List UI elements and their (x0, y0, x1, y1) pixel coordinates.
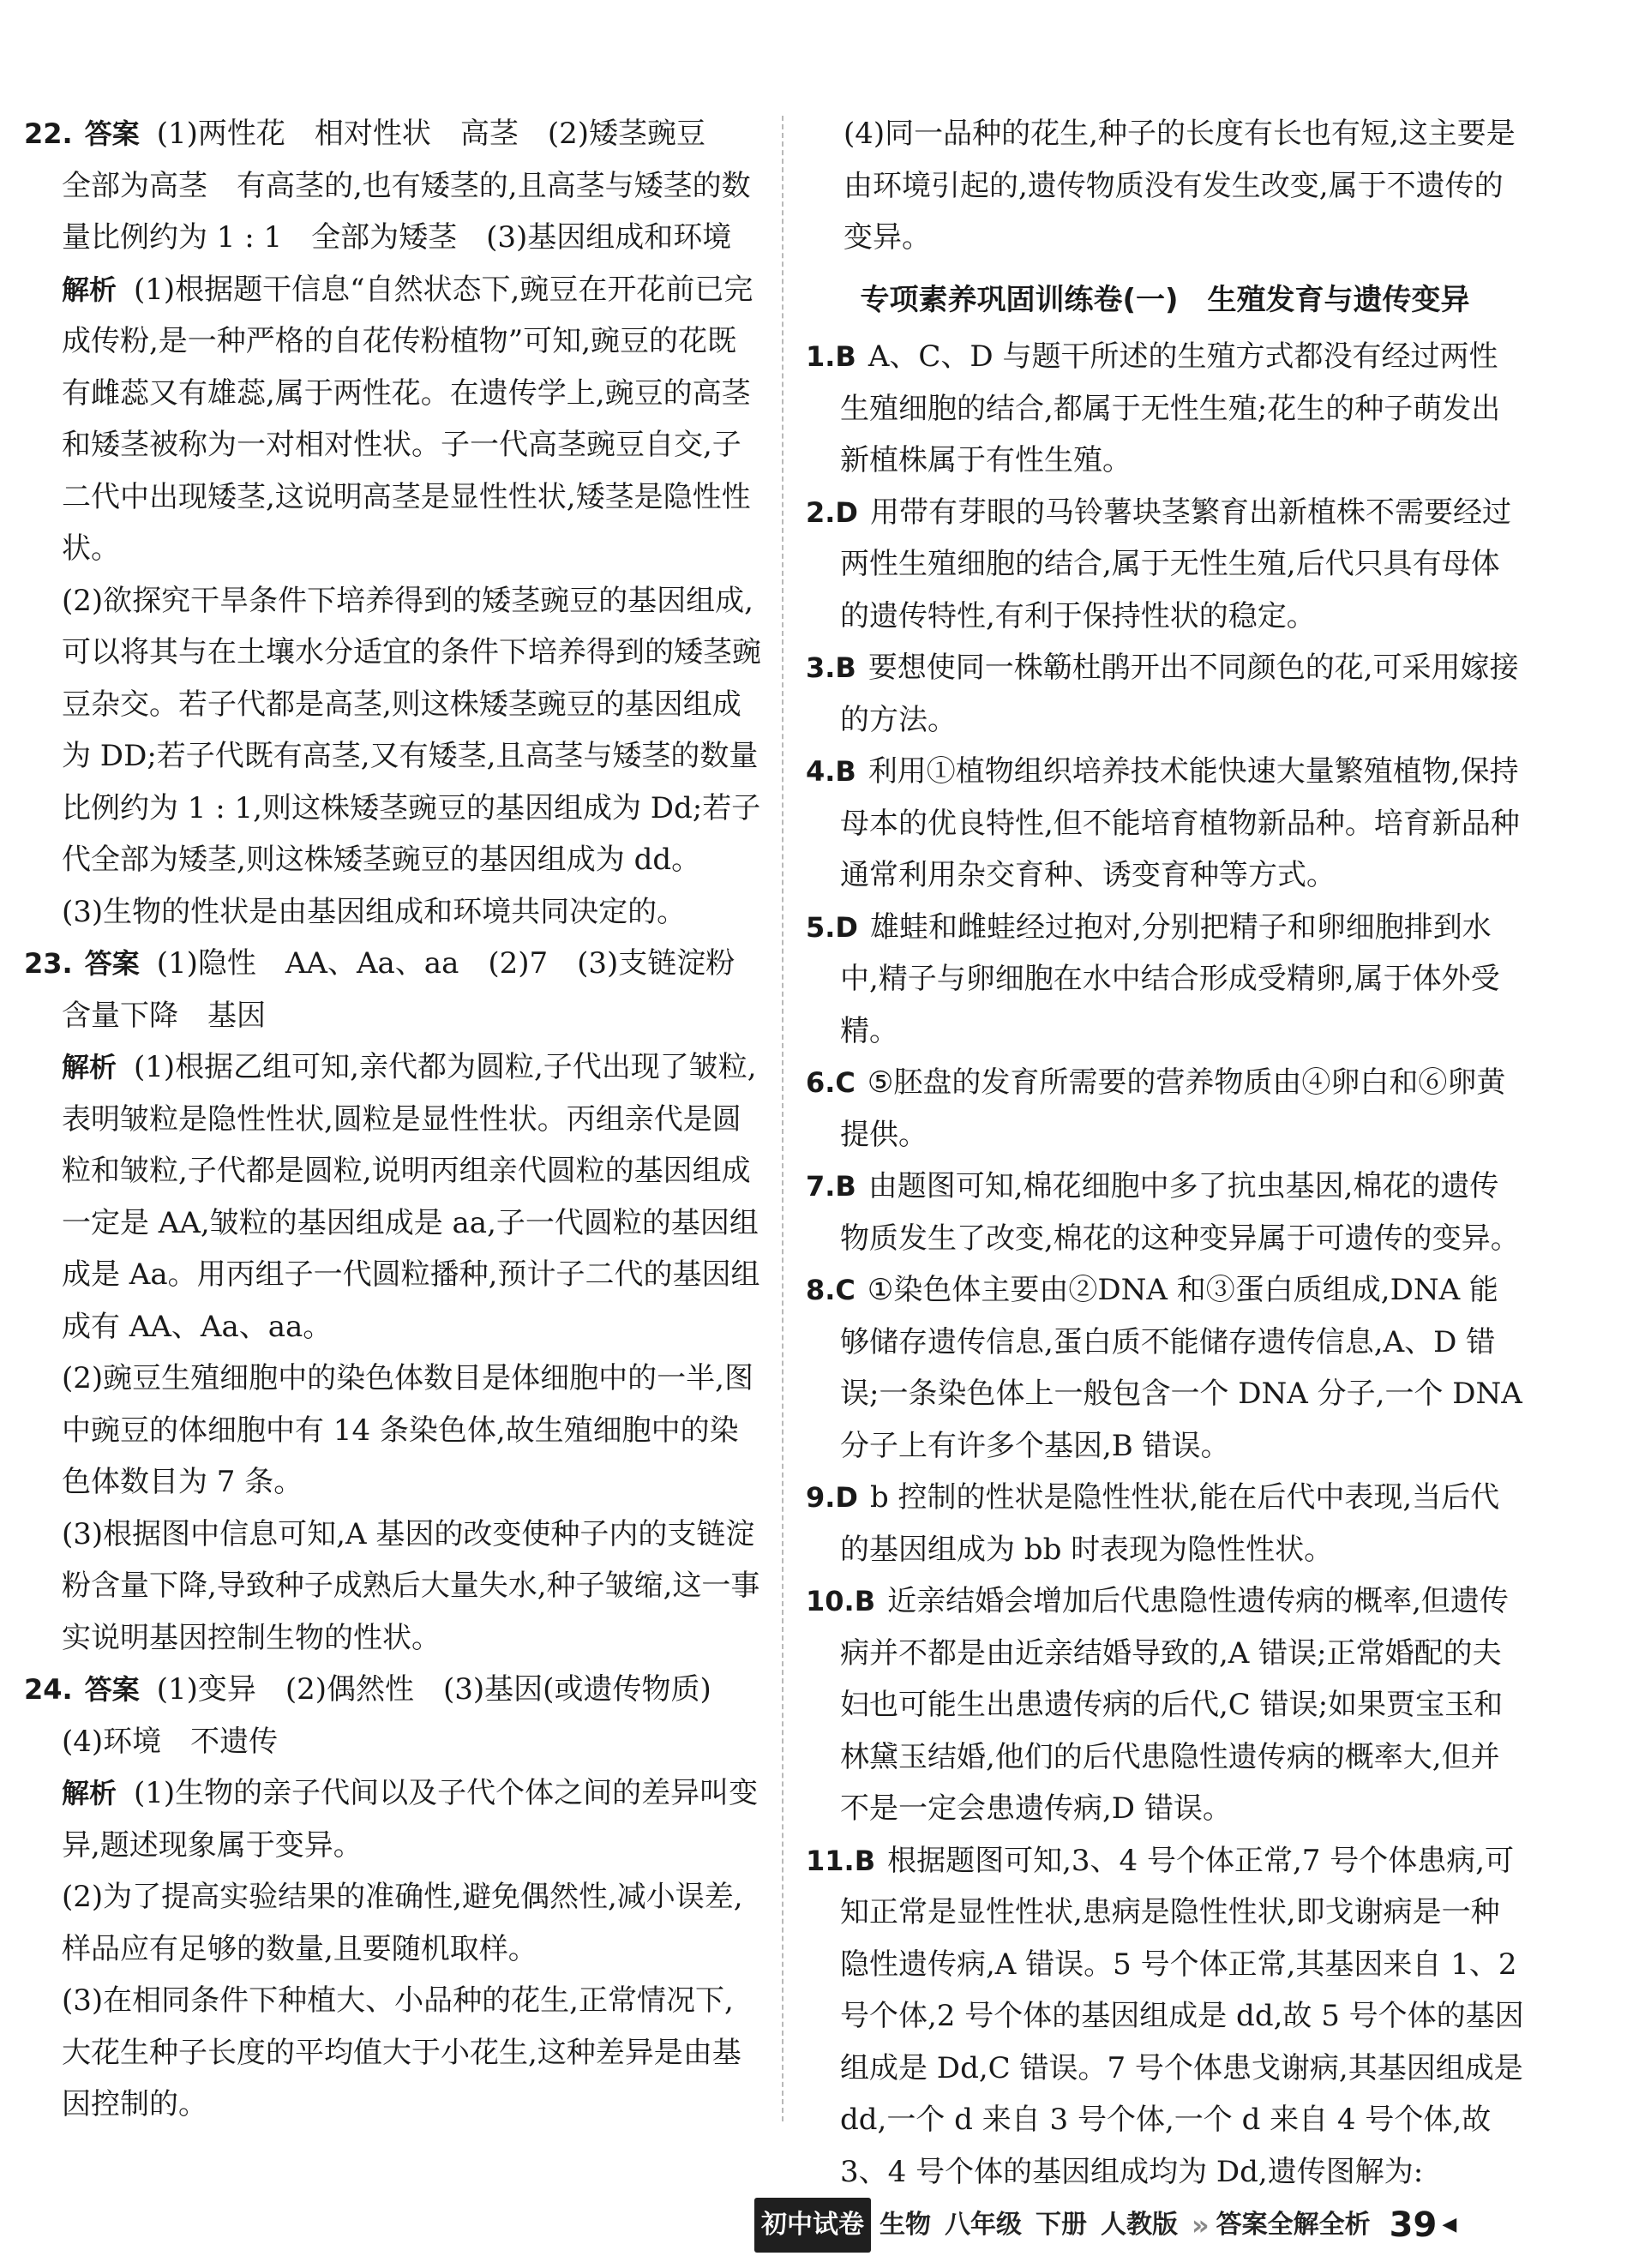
question-number: 23. (24, 947, 73, 980)
question-number: 6. (806, 1066, 836, 1099)
answer-text: (1)变异 (2)偶然性 (3)基因(或遗传物质) (156, 1672, 711, 1707)
chevrons-icon: » (1192, 2208, 1210, 2241)
explanation-text: A、C、D 与题干所述的生殖方式都没有经过两性生殖细胞的结合,都属于无性生殖;花生的种子萌发出新植株属于有性生殖。 (840, 339, 1501, 477)
analysis-label: 解析 (62, 1777, 117, 1809)
answer-list (806, 331, 1524, 2198)
question-number: 11. (806, 1844, 855, 1877)
carry-over-paragraph: (4)同一品种的花生,种子的长度有长也有短,这主要是由环境引起的,遗传物质没有发生改变,属于不遗传的变异。 (844, 117, 1516, 255)
answer-item (806, 902, 1524, 1058)
footer-edition: 人教版 (1101, 2209, 1178, 2240)
answer-text: (1)两性花 相对性状 高茎 (2)矮茎豌豆 全部为高茎 有高茎的,也有矮茎的,且高茎与矮茎的数量比例约为 1 : 1 全部为矮茎 (3)基因组成和环境 (62, 117, 751, 255)
analysis-label: 解析 (62, 273, 117, 306)
brand-badge: 初中试卷 (754, 2198, 871, 2253)
triangle-marker-icon: ◀ (1442, 2213, 1457, 2235)
explanation-text: 用带有芽眼的马铃薯块茎繁育出新植株不需要经过两性生殖细胞的结合,属于无性生殖,后代只具有母体的遗传特性,有利于保持性状的稳定。 (840, 495, 1511, 633)
question-number: 4. (806, 755, 836, 788)
answer-item (806, 642, 1524, 746)
analysis-text: (1)根据题干信息“自然状态下,豌豆在开花前已完成传粉,是一种严格的自花传粉植物”可知,豌豆的花既有雌蕊又有雄蕊,属于两性花。在遗传学上,豌豆的高茎和矮茎被称为一对相对性状。子一代高茎豌豆自交,子二代中出现矮茎,这说明高茎是显性性状,矮茎是隐性性状。 (62, 272, 753, 566)
analysis-paragraph (24, 1767, 761, 1871)
question-number: 1. (806, 340, 836, 373)
answer-item (806, 1264, 1524, 1472)
answer-item (806, 1575, 1524, 1835)
answer-choice: C (835, 1066, 856, 1099)
answer-choice: B (854, 1844, 876, 1877)
answer-choice: D (835, 1481, 858, 1514)
explanation-text: b 控制的性状是隐性性状,能在后代中表现,当后代的基因组成为 bb 时表现为隐性性状。 (840, 1480, 1500, 1567)
answer-choice: B (835, 755, 856, 788)
footer-title: 答案全解全析 (1216, 2209, 1371, 2240)
answer-choice: C (835, 1274, 856, 1306)
answer-label: 答案 (84, 117, 140, 150)
answer-item (806, 1057, 1524, 1161)
analysis-paragraph: (3)在相同条件下种植大、小品种的花生,正常情况下,大花生种子长度的平均值大于小花生,这种差异是由基因控制的。 (62, 1983, 741, 2121)
answer-item (806, 1835, 1524, 2199)
question-answer (24, 938, 761, 1041)
explanation-text: ⑤胚盘的发育所需要的营养物质由④卵白和⑥卵黄提供。 (840, 1065, 1506, 1152)
question-number: 2. (806, 495, 836, 529)
left-column (24, 108, 761, 2131)
answer-item (806, 331, 1524, 487)
question-number: 7. (806, 1170, 836, 1203)
analysis-paragraph (24, 1041, 761, 1353)
page-footer (754, 2199, 1456, 2251)
analysis-paragraph: (2)豌豆生殖细胞中的染色体数目是体细胞中的一半,图中豌豆的体细胞中有 14 条染色体,故生殖细胞中的染色体数目为 7 条。 (62, 1361, 753, 1499)
answer-item (806, 746, 1524, 902)
answer-label: 答案 (84, 947, 140, 980)
explanation-text: 由题图可知,棉花细胞中多了抗虫基因,棉花的遗传物质发生了改变,棉花的这种变异属于可遗传的变异。 (840, 1169, 1520, 1256)
analysis-paragraph: (3)根据图中信息可知,A 基因的改变使种子内的支链淀粉含量下降,导致种子成熟后大量失水,种子皱缩,这一事实说明基因控制生物的性状。 (62, 1516, 760, 1655)
right-column (806, 108, 1524, 2198)
explanation-text: 根据题图可知,3、4 号个体正常,7 号个体患病,可知正常是显性性状,患病是隐性性状,即戈谢病是一种隐性遗传病,A 错误。5 号个体正常,其基因来自 1、2 号个体,2 号个体的基因组成是 dd,故 5 号个体的基因组成是 Dd,C 错误。7 号个体患戈谢病,其基因组成是 dd,一个 d 来自 3 号个体,一个 d 来自 4 号个体,故 3、4 号个体的基因组成均为 Dd,遗传图解为: (840, 1843, 1524, 2189)
analysis-paragraph: (4)环境 不遗传 (62, 1724, 279, 1759)
analysis-paragraph: (2)为了提高实验结果的准确性,避免偶然性,减小误差,样品应有足够的数量,且要随机取样。 (62, 1880, 743, 1966)
question-number: 8. (806, 1274, 836, 1306)
question-number: 9. (806, 1481, 836, 1514)
answer-text: (1)隐性 AA、Aa、aa (2)7 (3)支链淀粉含量下降 基因 (62, 946, 735, 1033)
question-number: 24. (24, 1673, 73, 1706)
answer-item (806, 1161, 1524, 1264)
question-number: 5. (806, 910, 836, 944)
footer-volume: 下册 (1036, 2209, 1087, 2240)
answer-choice: D (835, 495, 858, 529)
question-number: 3. (806, 651, 836, 684)
footer-subject: 生物 (880, 2209, 931, 2240)
question-number: 22. (24, 117, 73, 150)
question-number: 10. (806, 1585, 855, 1617)
section-title: 专项素养巩固训练卷(一) 生殖发育与遗传变异 (860, 282, 1470, 317)
answer-choice: B (854, 1585, 876, 1617)
answer-item (806, 1472, 1524, 1575)
explanation-text: 利用①植物组织培养技术能快速大量繁殖植物,保持母本的优良特性,但不能培育植物新品种。培育新品种通常利用杂交育种、诱变育种等方式。 (840, 754, 1520, 892)
analysis-text: (1)根据乙组可知,亲代都为圆粒,子代出现了皱粒,表明皱粒是隐性性状,圆粒是显性性状。丙组亲代是圆粒和皱粒,子代都是圆粒,说明丙组亲代圆粒的基因组成一定是 AA,皱粒的基因组成是 aa,子一代圆粒的基因组成是 Aa。用丙组子一代圆粒播种,预计子二代的基因组成有 AA、Aa、aa。 (62, 1050, 760, 1344)
answer-choice: B (835, 1170, 856, 1203)
explanation-text: ①染色体主要由②DNA 和③蛋白质组成,DNA 能够储存遗传信息,蛋白质不能储存遗传信息,A、D 错误;一条染色体上一般包含一个 DNA 分子,一个 DNA 分子上有许多个基因,B 错误。 (840, 1273, 1522, 1463)
question-answer (24, 108, 761, 264)
answer-choice: B (835, 651, 856, 684)
analysis-label: 解析 (62, 1051, 117, 1083)
analysis-paragraph (24, 264, 761, 575)
explanation-text: 近亲结婚会增加后代患隐性遗传病的概率,但遗传病并不都是由近亲结婚导致的,A 错误;正常婚配的夫妇也可能生出患遗传病的后代,C 错误;如果贾宝玉和林黛玉结婚,他们的后代患隐性遗传病的概率大,但并不是一定会患遗传病,D 错误。 (840, 1584, 1509, 1826)
column-divider (782, 116, 783, 2121)
explanation-text: 要想使同一株簕杜鹃开出不同颜色的花,可采用嫁接的方法。 (840, 651, 1519, 737)
answer-choice: D (835, 910, 858, 944)
answer-item (806, 487, 1524, 643)
footer-grade: 八年级 (945, 2209, 1022, 2240)
answer-label: 答案 (84, 1673, 140, 1706)
analysis-paragraph: (3)生物的性状是由基因组成和环境共同决定的。 (62, 894, 687, 929)
question-answer (24, 1664, 761, 1716)
answer-choice: B (835, 340, 856, 373)
page-number: 39 (1389, 2205, 1438, 2245)
explanation-text: 雄蛙和雌蛙经过抱对,分别把精子和卵细胞排到水中,精子与卵细胞在水中结合形成受精卵,属于体外受精。 (840, 909, 1500, 1048)
analysis-paragraph: (2)欲探究干旱条件下培养得到的矮茎豌豆的基因组成,可以将其与在土壤水分适宜的条件下培养得到的矮茎豌豆杂交。若子代都是高茎,则这株矮茎豌豆的基因组成为 DD;若子代既有高茎,又有矮茎,且高茎与矮茎的数量比例约为 1 : 1,则这株矮茎豌豆的基因组成为 Dd;若子代全部为矮茎,则这株矮茎豌豆的基因组成为 dd。 (62, 583, 761, 877)
analysis-text: (1)生物的亲子代间以及子代个体之间的差异叫变异,题述现象属于变异。 (62, 1776, 759, 1863)
